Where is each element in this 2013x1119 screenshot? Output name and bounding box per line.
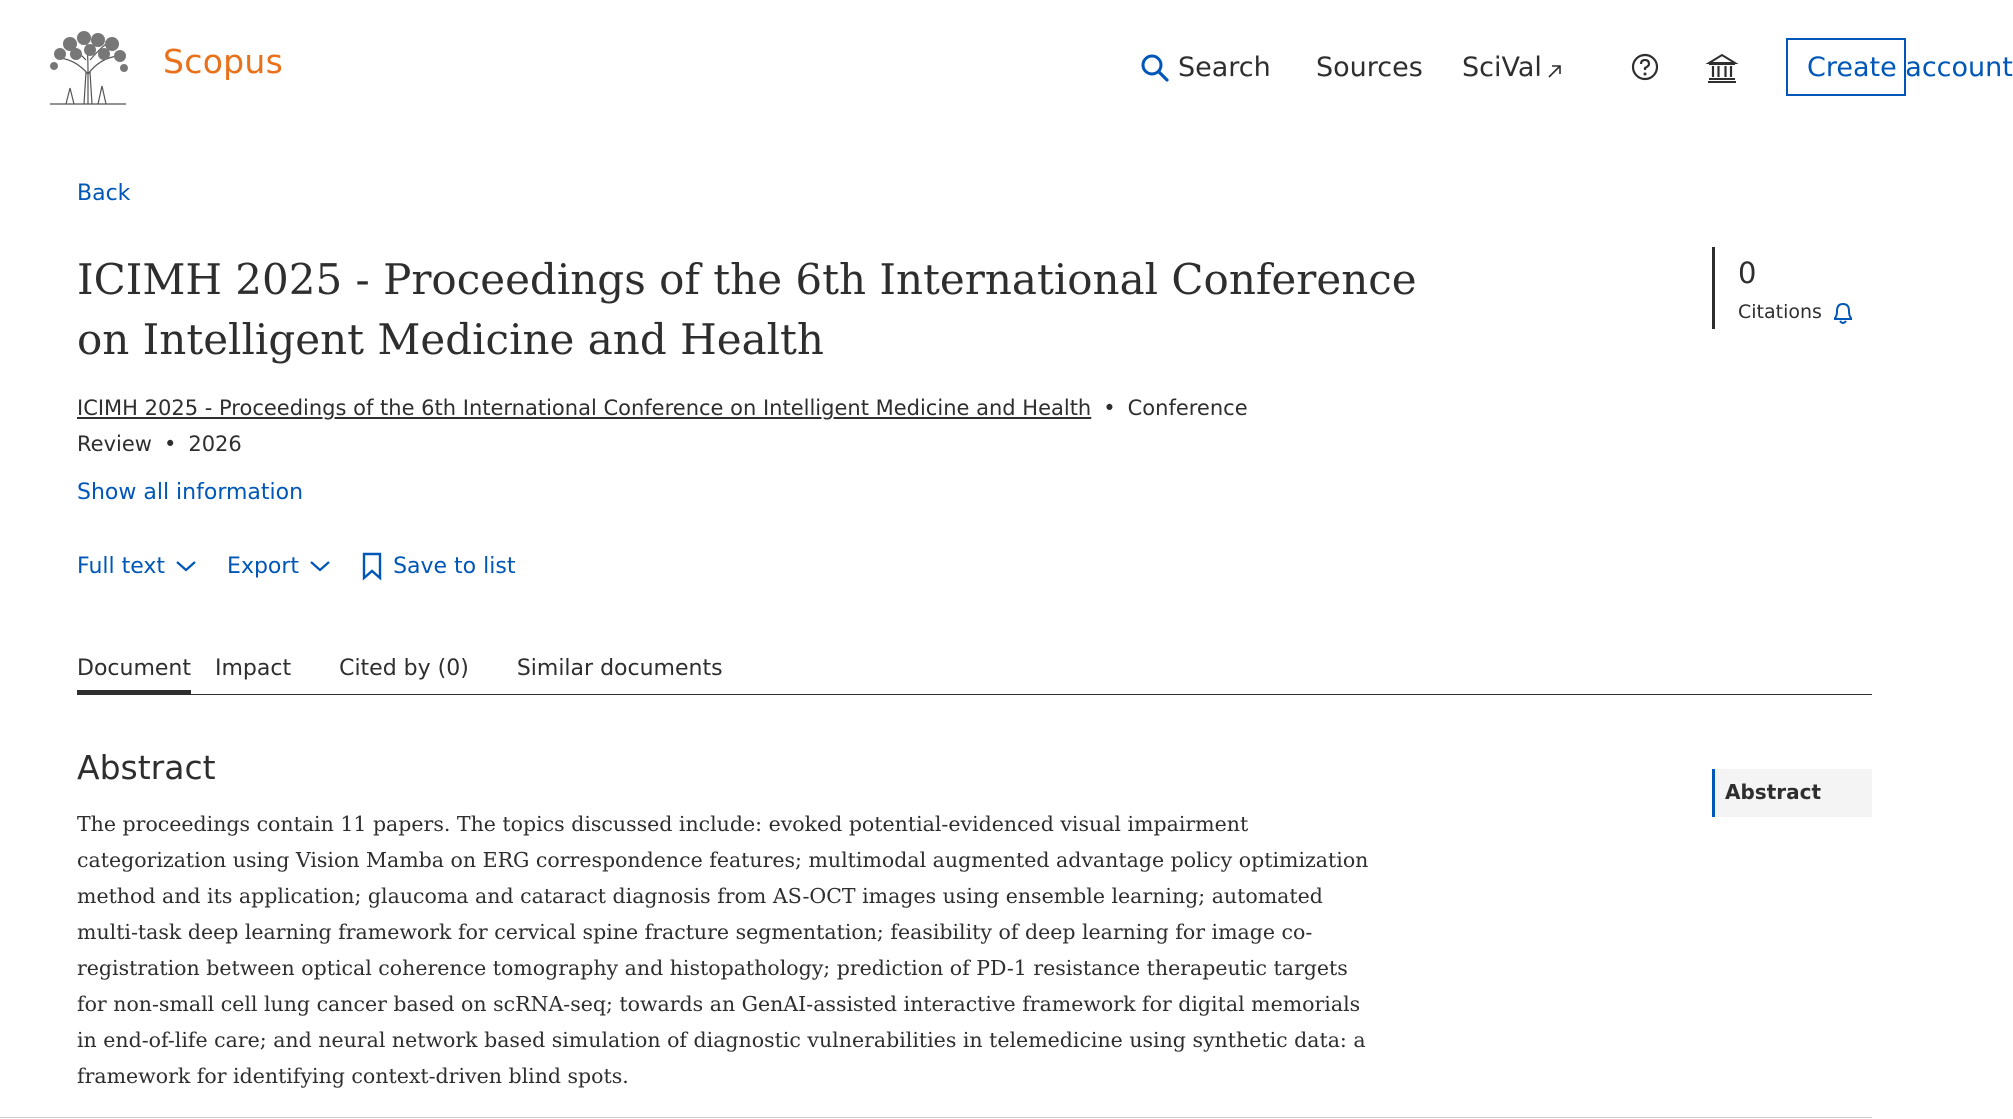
save-to-list-button[interactable] [361, 552, 515, 580]
search-icon [1140, 53, 1170, 83]
document-meta [77, 396, 1248, 420]
nav-scival-label: SciVal [1462, 52, 1542, 83]
chevron-down-icon [175, 559, 197, 573]
chevron-down-icon [309, 559, 331, 573]
full-text-label: Full text [77, 553, 166, 579]
full-text-button[interactable] [77, 554, 197, 579]
institution-icon[interactable] [1706, 52, 1738, 84]
citations-count: 0 [1738, 256, 1757, 290]
tab-impact[interactable]: Impact [214, 656, 292, 681]
nav-search[interactable] [1140, 52, 1271, 83]
bookmark-icon [361, 552, 383, 580]
tab-document[interactable]: Document [77, 656, 191, 695]
page-bottom-divider [0, 1117, 1872, 1118]
back-link[interactable]: Back [77, 181, 131, 206]
meta-separator: • [163, 432, 177, 456]
abstract-text: The proceedings contain 11 papers. The topics discussed include: evoked potential-evidenced visual impairment categorization using Vision Mamba on ERG correspondence features; multimodal augmented advantage policy optimization method and its application; glaucoma and cataract diagnosis from AS-OCT images using ensemble learning; automated multi-task deep learning framework for cervical spine fracture segmentation; feasibility of deep learning for image co-registration between optical coherence tomography and histopathology; prediction of PD-1 resistance therapeutic targets for non-small cell lung cancer based on scRNA-seq; towards an GenAI-assisted interactive framework for digital memorials in end-of-life care; and neural network based simulation of diagnostic vulnerabilities in telemedicine using synthetic data: a framework for identifying context-driven blind spots. [77, 812, 1369, 1088]
citations-divider [1712, 247, 1715, 329]
create-account-button[interactable]: Create account [1786, 38, 1906, 96]
document-meta-line2 [77, 432, 242, 456]
tab-cited-by[interactable]: Cited by (0) [339, 656, 469, 681]
publication-year: 2026 [188, 432, 242, 456]
document-tabs [77, 656, 771, 695]
bell-icon[interactable] [1831, 300, 1855, 326]
toc-item-label: Abstract [1725, 780, 1822, 804]
citations-label: Citations [1738, 301, 1822, 323]
document-type-cont: Review [77, 432, 152, 456]
toc-item-abstract[interactable] [1712, 769, 1872, 817]
external-link-icon [1546, 62, 1564, 80]
tabs-divider [77, 694, 1872, 695]
scopus-brand[interactable]: Scopus [163, 42, 284, 81]
nav-scival[interactable] [1462, 52, 1564, 83]
document-actions [77, 552, 545, 580]
source-title-link[interactable]: ICIMH 2025 - Proceedings of the 6th International Conference on Intelligent Medicine and Health [77, 396, 1092, 420]
export-label: Export [227, 553, 300, 579]
document-type: Conference [1127, 396, 1248, 420]
abstract-heading: Abstract [77, 748, 216, 787]
tab-similar-documents[interactable]: Similar documents [516, 656, 723, 681]
nav-sources[interactable] [1316, 52, 1423, 83]
meta-separator: • [1103, 396, 1116, 420]
nav-search-label: Search [1178, 52, 1271, 83]
elsevier-tree-logo[interactable] [46, 30, 130, 106]
export-button[interactable] [227, 554, 331, 579]
show-all-information-link[interactable]: Show all information [77, 480, 304, 505]
document-title: ICIMH 2025 - Proceedings of the 6th International Conference on Intelligent Medicine and Health [77, 255, 1417, 364]
nav-sources-label: Sources [1316, 52, 1423, 83]
help-icon[interactable] [1631, 53, 1659, 81]
save-to-list-label: Save to list [393, 553, 516, 579]
